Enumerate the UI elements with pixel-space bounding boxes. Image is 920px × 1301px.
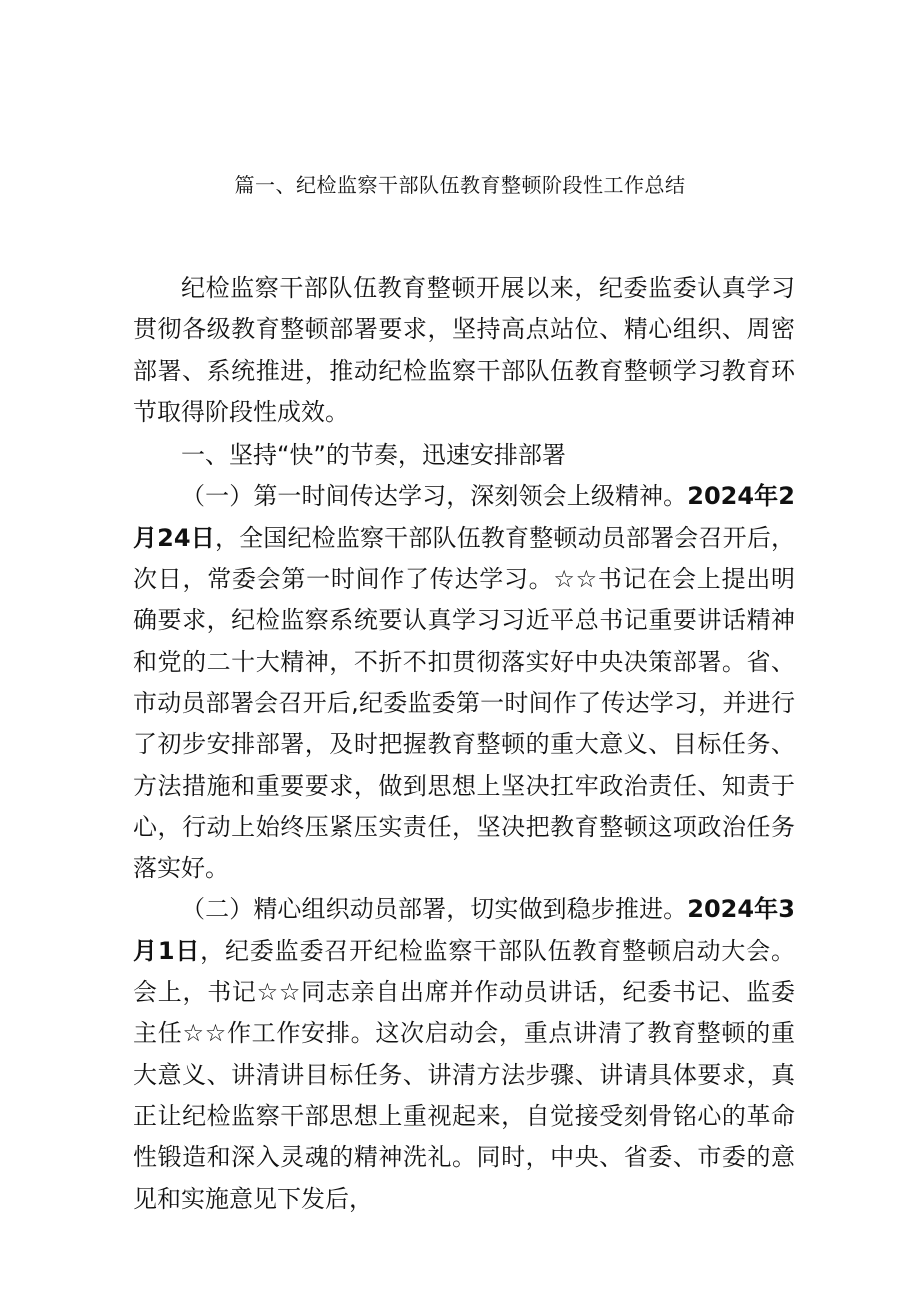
subsection-2-lead: （二）精心组织动员部署，切实做到稳步推进。 — [181, 895, 688, 924]
subsection-2-paragraph — [133, 889, 795, 1219]
intro-paragraph: 纪检监察干部队伍教育整顿开展以来，纪委监委认真学习贯彻各级教育整顿部署要求，坚持高点站位、精心组织、周密部署、系统推进，推动纪检监察干部队伍教育整顿学习教育环节取得阶段性成效。 — [133, 274, 795, 426]
subsection-2-text: ，纪委监委召开纪检监察干部队伍教育整顿启动大会。会上，书记☆☆同志亲自出席并作动员讲话，纪委书记、监委主任☆☆作工作安排。这次启动会，重点讲清了教育整顿的重大意义、讲清讲目标任务、讲清方法步骤、讲请具体要求，真正让纪检监察干部思想上重视起来，自觉接受刻骨铭心的革命性锻造和深入灵魂的精神洗礼。同时，中央、省委、市委的意见和实施意见下发后， — [133, 936, 796, 1213]
subsection-1-text: ，全国纪检监察干部队伍教育整顿动员部署会召开后，次日，常委会第一时间作了传达学习。☆☆书记在会上提出明确要求，纪检监察系统要认真学习习近平总书记重要讲话精神和党的二十大精神，不折不扣贯彻落实好中央决策部署。省、市动员部署会召开后,纪委监委第一时间作了传达学习，并进行了初步安排部署，及时把握教育整顿的重大意义、目标任务、方法措施和重要要求，做到思想上坚决扛牢政治责任、知责于心，行动上始终压紧压实责任，坚决把教育整顿这项政治任务落实好。 — [133, 523, 795, 883]
subsection-1-lead: （一）第一时间传达学习，深刻领会上级精神。 — [181, 482, 688, 511]
section-heading: 一、坚持“快”的节奏，迅速安排部署 — [181, 441, 566, 470]
document-title: 篇一、纪检监察干部队伍教育整顿阶段性工作总结 — [234, 173, 686, 197]
subsection-1-date: 2024年2月24日 — [133, 482, 795, 552]
document-body — [133, 268, 795, 1220]
subsection-1-paragraph — [133, 476, 795, 889]
subsection-2-date: 2024年3月1日 — [133, 895, 795, 965]
